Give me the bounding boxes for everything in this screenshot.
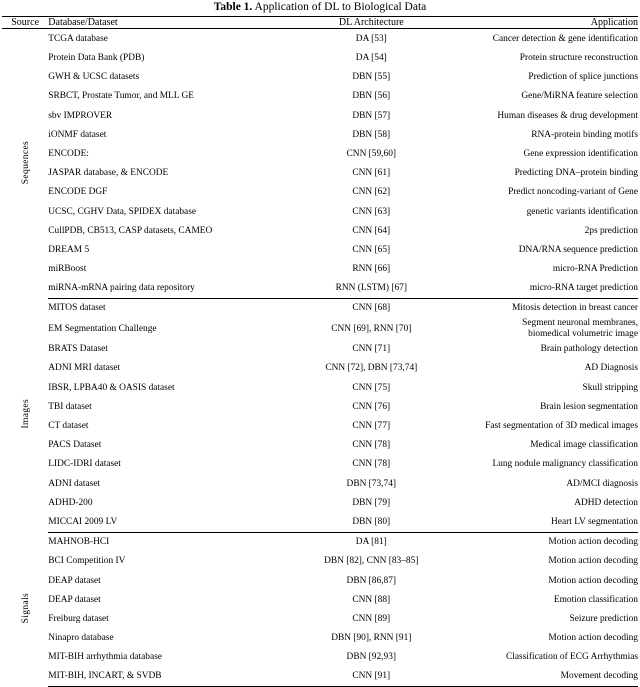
cell-application: Human diseases & drug development [497, 110, 638, 121]
table-row [2, 474, 638, 493]
cell-application: Motion action decoding [548, 575, 638, 586]
cell-application: Lung nodule malignancy classification [492, 459, 638, 470]
cell-architecture: DBN [82], CNN [83–85] [324, 556, 419, 567]
cell-application: Motion action decoding [548, 537, 638, 548]
cell-architecture: RNN [66] [352, 264, 391, 275]
cell-architecture: CNN [62] [352, 187, 391, 198]
table-row [2, 279, 638, 299]
cell-application: Skull stripping [582, 382, 638, 393]
table-row [2, 667, 638, 687]
cell-application: Predicting DNA–protein binding [514, 168, 638, 179]
group-label-text: Images [19, 398, 31, 429]
group-label-images [2, 298, 48, 532]
cell-database: GWH & UCSC datasets [48, 72, 140, 83]
cell-application: Motion action decoding [548, 633, 638, 644]
cell-application: Brain pathology detection [540, 344, 638, 355]
cell-application: Fast segmentation of 3D medical images [485, 421, 638, 431]
cell-architecture: DBN [57] [352, 110, 391, 121]
table-row [2, 493, 638, 512]
column-header-application: Application [447, 17, 638, 29]
table-row [2, 455, 638, 474]
cell-database: ENCODE: [48, 148, 89, 159]
cell-architecture: DBN [86,87] [346, 575, 397, 586]
table-caption [0, 0, 640, 16]
cell-application: micro-RNA Prediction [552, 264, 638, 275]
table-row [2, 512, 638, 532]
cell-database: LIDC-IDRI dataset [48, 459, 121, 470]
cell-database: CT dataset [48, 421, 89, 431]
table-row [2, 416, 638, 435]
cell-architecture: RNN (LSTM) [67] [296, 279, 447, 299]
table-row [2, 298, 638, 318]
table-row [2, 29, 638, 49]
table-row [2, 183, 638, 202]
table-row [2, 532, 638, 552]
table-body [2, 29, 638, 687]
table-row [2, 552, 638, 571]
cell-database: BRATS Dataset [48, 344, 108, 355]
cell-application: genetic variants identification [526, 206, 638, 217]
cell-architecture: DA [54] [355, 53, 387, 63]
cell-application: Gene expression identification [523, 148, 638, 159]
cell-architecture: DBN [56] [352, 91, 391, 102]
cell-application: Brain lesion segmentation [540, 401, 638, 412]
cell-database: PACS Dataset [48, 440, 102, 451]
table-row [2, 125, 638, 144]
column-header-source: Source [2, 17, 48, 29]
cell-application: Emotion classification [553, 594, 638, 605]
cell-architecture: CNN [63] [352, 206, 391, 217]
cell-architecture: DA [81] [355, 537, 387, 548]
table-head [2, 17, 638, 29]
cell-application: Movement decoding [447, 667, 638, 687]
cell-architecture: CNN [61] [352, 168, 391, 179]
table-row [2, 609, 638, 628]
cell-database: MIT-BIH arrhythmia database [48, 652, 162, 663]
cell-architecture: CNN [88] [352, 594, 391, 605]
cell-database: MICCAI 2009 LV [48, 512, 296, 532]
cell-architecture: CNN [68] [352, 303, 391, 314]
cell-database: UCSC, CGHV Data, SPIDEX database [48, 206, 197, 217]
cell-database: DEAP dataset [48, 594, 101, 605]
cell-architecture: CNN [91] [296, 667, 447, 687]
cell-architecture: CNN [78] [352, 459, 391, 470]
caption-label: Table 1. [213, 1, 253, 13]
table-row [2, 221, 638, 240]
cell-database: Ninapro database [48, 633, 114, 644]
cell-architecture: CNN [59,60] [346, 148, 397, 159]
cell-architecture: CNN [71] [352, 344, 391, 355]
cell-architecture: CNN [76] [352, 401, 391, 412]
cell-architecture: DBN [79] [352, 497, 391, 508]
group-label-text: Signals [19, 592, 31, 623]
group-label-signals [2, 532, 48, 687]
table-row [2, 378, 638, 397]
cell-architecture: CNN [77] [352, 421, 391, 431]
cell-database: sbv IMPROVER [48, 110, 113, 121]
table-row [2, 87, 638, 106]
cell-database: ADNI dataset [48, 478, 101, 489]
cell-database: TCGA database [48, 33, 108, 44]
cell-application: RNA-protein binding motifs [531, 129, 638, 140]
cell-database: ENCODE DGF [48, 187, 108, 198]
cell-application: Cancer detection & gene identification [492, 33, 638, 44]
cell-database: SRBCT, Prostate Tumor, and MLL GE [48, 91, 195, 102]
cell-architecture: CNN [89] [352, 613, 391, 624]
cell-application: Gene/MiRNA feature selection [521, 91, 638, 102]
cell-database: EM Segmentation Challenge [48, 323, 157, 334]
cell-database: MAHNOB-HCI [48, 537, 110, 548]
cell-application: Protein structure reconstruction [519, 53, 638, 63]
table-row [2, 359, 638, 378]
cell-architecture: DBN [55] [352, 72, 391, 83]
cell-database: DEAP dataset [48, 575, 101, 586]
cell-application: Predict noncoding-variant of Gene [508, 187, 638, 198]
cell-application: Seizure prediction [569, 613, 638, 624]
cell-application: Segment neuronal membranes, biomedical volumetric image [522, 318, 638, 339]
cell-architecture: CNN [65] [352, 244, 391, 255]
cell-database: MITOS dataset [48, 303, 106, 314]
cell-database: miRBoost [48, 264, 87, 275]
table-row [2, 628, 638, 647]
cell-database: Protein Data Bank (PDB) [48, 53, 145, 63]
group-label-sequences [2, 29, 48, 299]
column-header-database: Database/Dataset [48, 17, 296, 29]
cell-database: TBI dataset [48, 401, 92, 412]
cell-database: CullPDB, CB513, CASP datasets, CAMEO [48, 225, 213, 236]
cell-architecture: CNN [69], RNN [70] [331, 323, 412, 334]
cell-database: iONMF dataset [48, 129, 107, 140]
header-row [2, 17, 638, 29]
cell-architecture: CNN [75] [352, 382, 391, 393]
table-row [2, 571, 638, 590]
cell-architecture: CNN [78] [352, 440, 391, 451]
table-row [2, 259, 638, 278]
cell-database: DREAM 5 [48, 244, 90, 255]
cell-application: DNA/RNA sequence prediction [518, 244, 638, 255]
table-row [2, 436, 638, 455]
table-row [2, 318, 638, 340]
group-label-text: Sequences [19, 140, 31, 184]
cell-architecture: DBN [90], RNN [91] [331, 633, 412, 644]
cell-database: JASPAR database, & ENCODE [48, 168, 169, 179]
cell-database: ADNI MRI dataset [48, 363, 121, 374]
cell-architecture: DBN [73,74] [346, 478, 397, 489]
cell-application: Classification of ECG Arrhythmias [505, 652, 638, 663]
cell-database: ADHD-200 [48, 497, 93, 508]
table-row [2, 68, 638, 87]
cell-database: BCI Competition IV [48, 556, 126, 567]
table-row [2, 240, 638, 259]
cell-application: Mitosis detection in breast cancer [512, 303, 638, 314]
cell-application: Medical image classification [530, 440, 638, 451]
table-row [2, 648, 638, 667]
cell-database: Freiburg dataset [48, 613, 109, 624]
cell-architecture: CNN [64] [352, 225, 391, 236]
cell-architecture: CNN [72], DBN [73,74] [325, 363, 418, 374]
cell-application: Heart LV segmentation [447, 512, 638, 532]
cell-architecture: DA [53] [355, 33, 387, 44]
cell-application: ADHD detection [574, 497, 638, 508]
cell-architecture: DBN [58] [352, 129, 391, 140]
biological-data-table [2, 16, 638, 687]
table-row [2, 48, 638, 67]
cell-application: Motion action decoding [548, 556, 638, 567]
cell-application: 2ps prediction [584, 225, 638, 236]
column-header-architecture: DL Architecture [296, 17, 447, 29]
cell-database: IBSR, LPBA40 & OASIS dataset [48, 382, 175, 393]
table-row [2, 164, 638, 183]
cell-database: miRNA-mRNA pairing data repository [48, 279, 296, 299]
table-row [2, 106, 638, 125]
table-row [2, 202, 638, 221]
cell-architecture: DBN [92,93] [346, 652, 397, 663]
cell-architecture: DBN [80] [296, 512, 447, 532]
caption-text: Application of DL to Biological Data [254, 1, 427, 13]
cell-application: Prediction of splice junctions [528, 72, 638, 83]
table-row [2, 144, 638, 163]
cell-application: AD Diagnosis [584, 363, 638, 374]
table-row [2, 340, 638, 359]
cell-application: micro-RNA target prediction [447, 279, 638, 299]
cell-application: AD/MCI diagnosis [566, 478, 638, 489]
cell-database: MIT-BIH, INCART, & SVDB [48, 667, 296, 687]
table-row [2, 590, 638, 609]
table-row [2, 397, 638, 416]
